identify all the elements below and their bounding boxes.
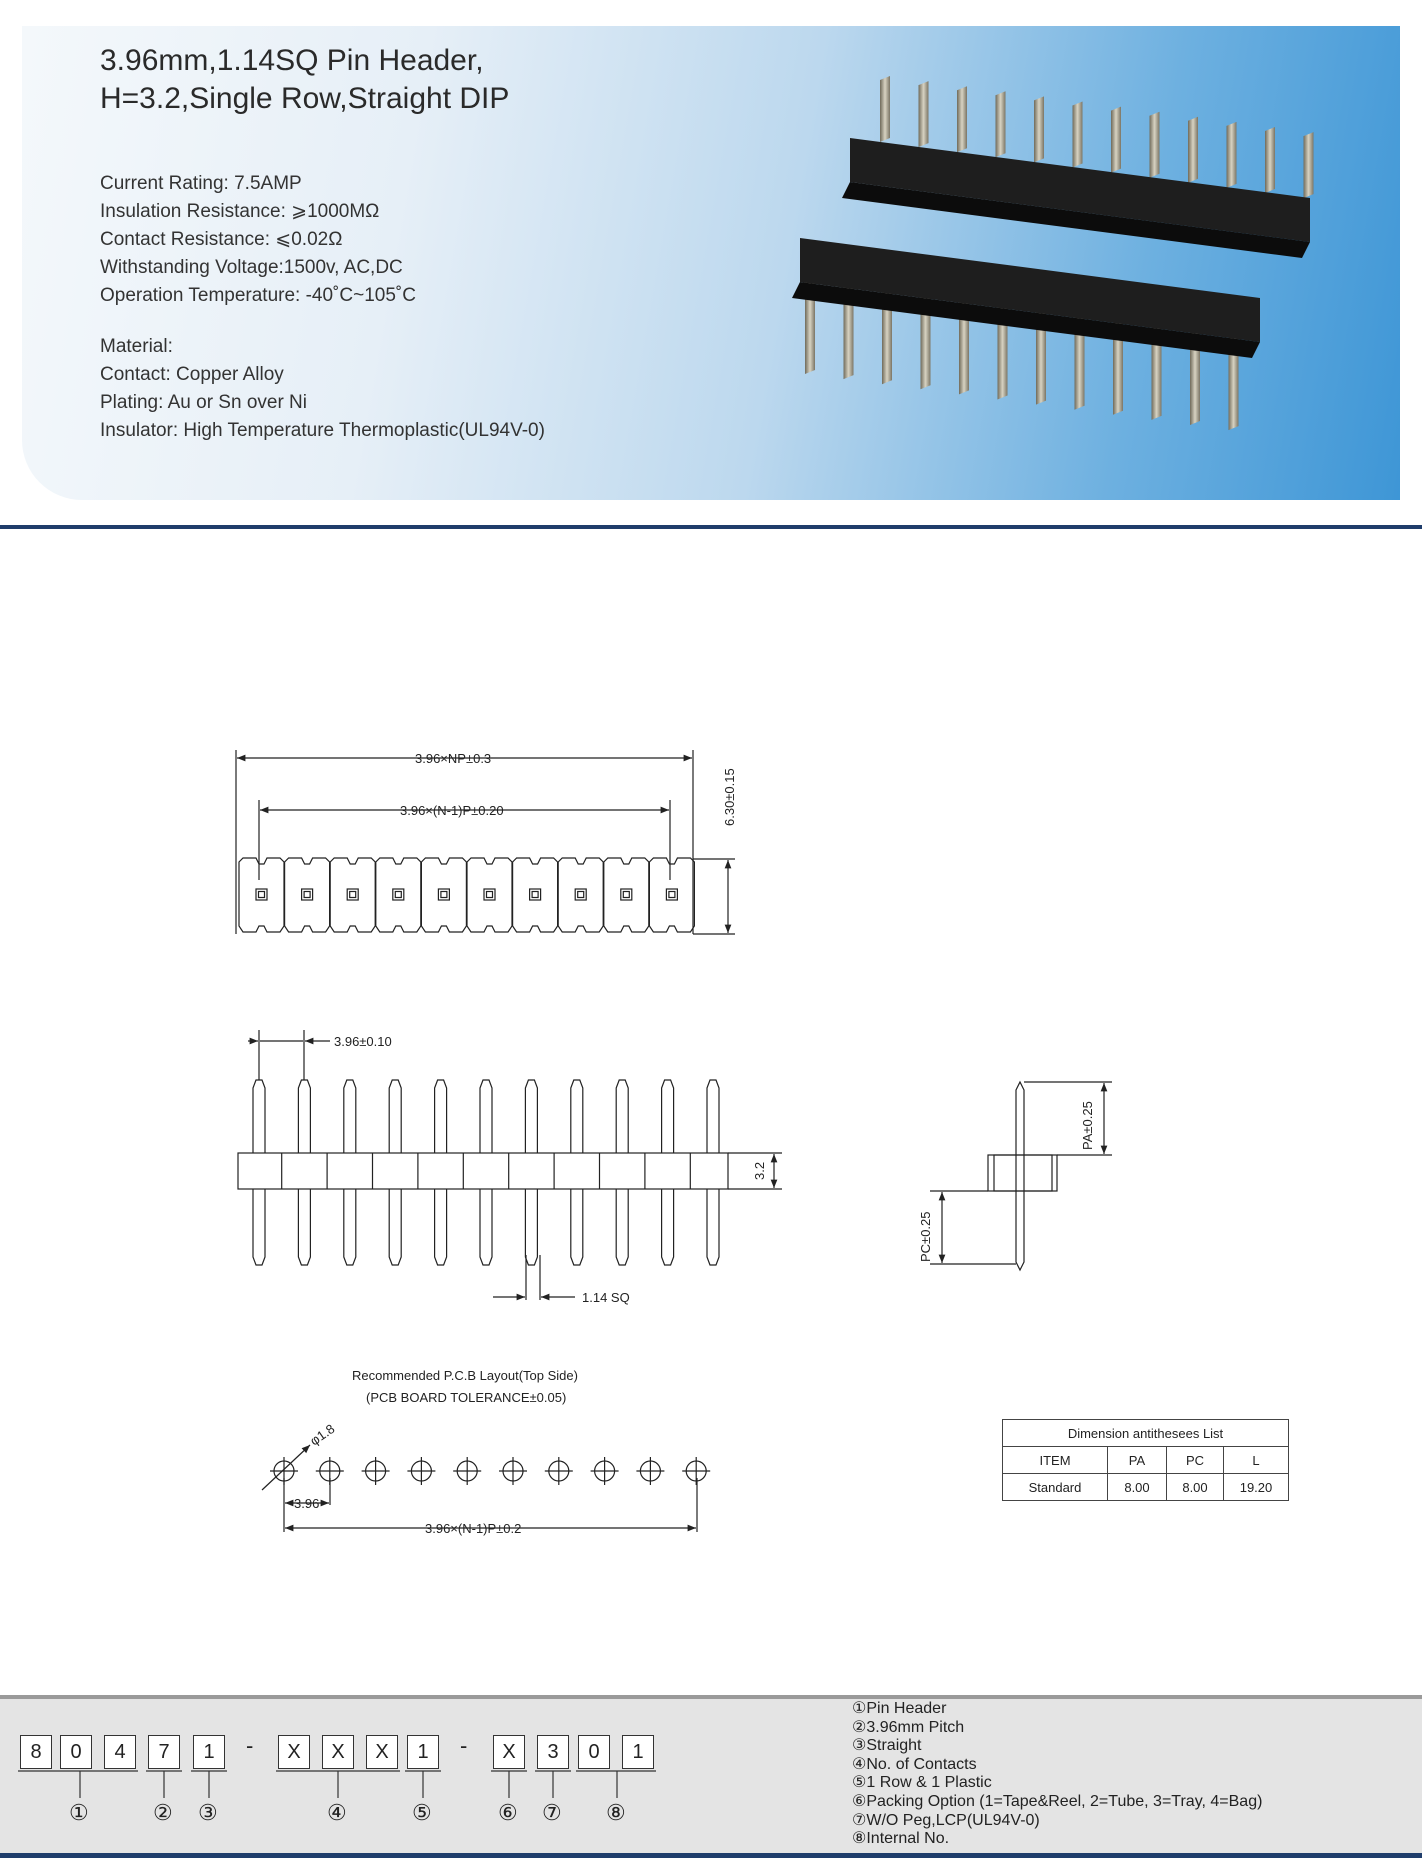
code-digit-5: 1 [193, 1735, 225, 1769]
top-view-cell [239, 858, 284, 932]
dim-top-height: 6.30±0.15 [722, 768, 737, 826]
dim-body-height: 3.2 [752, 1161, 767, 1180]
code-bracket-lines [0, 1768, 700, 1808]
code-digit-8: X [366, 1735, 398, 1769]
table-cell-item: Standard [1003, 1474, 1108, 1501]
top-view-cell [376, 858, 421, 932]
code-digit-13: 1 [622, 1735, 654, 1769]
top-view-cell [330, 858, 375, 932]
legend-item-4: ④No. of Contacts [852, 1755, 977, 1773]
code-marker-7: ⑦ [542, 1800, 562, 1825]
table-cell-pc: 8.00 [1167, 1474, 1224, 1501]
legend-item-6: ⑥Packing Option (1=Tape&Reel, 2=Tube, 3=Tray, 4=Bag) [852, 1792, 1263, 1810]
title-line-2: H=3.2,Single Row,Straight DIP [100, 82, 510, 115]
legend-item-1: ①Pin Header [852, 1700, 947, 1717]
top-view-cell [513, 858, 558, 932]
top-view-cell [604, 858, 649, 932]
code-digit-9: 1 [407, 1735, 439, 1769]
top-view-cell [285, 858, 330, 932]
dim-pc: PC±0.25 [918, 1211, 933, 1262]
code-marker-5: ⑤ [412, 1800, 432, 1825]
front-view-pin [616, 1080, 645, 1265]
code-digit-7: X [322, 1735, 354, 1769]
material-contact: Contact: Copper Alloy [100, 364, 284, 385]
table-header-pa: PA [1108, 1447, 1167, 1474]
code-digit-11: 3 [537, 1735, 569, 1769]
front-view-pin [344, 1080, 373, 1265]
dim-pa: PA±0.25 [1080, 1101, 1095, 1150]
front-view-pin [253, 1080, 282, 1265]
dim-pitch-span: 3.96×(N-1)P±0.20 [400, 803, 504, 818]
material-heading: Material: [100, 336, 173, 357]
top-view-cell [649, 858, 694, 932]
table-header-l: L [1224, 1447, 1289, 1474]
pcb-hole [453, 1457, 481, 1485]
code-marker-4: ④ [327, 1800, 347, 1825]
table-cell-pa: 8.00 [1108, 1474, 1167, 1501]
pcb-hole [545, 1457, 573, 1485]
pcb-pitch: 3.96 [294, 1496, 320, 1511]
code-digit-2: 0 [60, 1735, 92, 1769]
pcb-hole [362, 1457, 390, 1485]
code-marker-8: ⑧ [606, 1800, 626, 1825]
front-view-pin [298, 1080, 327, 1265]
legend-item-7: ⑦W/O Peg,LCP(UL94V-0) [852, 1811, 1040, 1829]
dim-overall-length: 3.96×NP±0.3 [415, 751, 492, 766]
front-view [238, 1030, 782, 1300]
legend-item-3: ③Straight [852, 1737, 922, 1755]
code-digit-6: X [278, 1735, 310, 1769]
pcb-hole [682, 1457, 710, 1485]
dimension-table-title: Dimension antithesees List [1003, 1420, 1289, 1447]
pcb-span: 3.96×(N-1)P±0.2 [425, 1521, 522, 1536]
front-view-pin [571, 1080, 600, 1265]
code-dash-1: - [246, 1733, 254, 1758]
spec-contact-resistance: Contact Resistance: ⩽0.02Ω [100, 229, 343, 250]
front-view-pin [525, 1080, 554, 1265]
front-view-pin [707, 1080, 719, 1265]
code-digit-4: 7 [148, 1735, 180, 1769]
pcb-hole-diameter: φ1.8 [307, 1420, 338, 1449]
front-view-pin [435, 1080, 464, 1265]
footer-top-rule [0, 1695, 1422, 1699]
front-view-pin [662, 1080, 691, 1265]
code-marker-1: ① [69, 1800, 89, 1825]
footer-bottom-rule [0, 1853, 1422, 1858]
legend-item-2: ②3.96mm Pitch [852, 1718, 965, 1736]
pcb-tolerance-note: (PCB BOARD TOLERANCE±0.05) [366, 1390, 567, 1405]
front-view-pin [389, 1080, 418, 1265]
part-number-legend [852, 1700, 1262, 1849]
spec-operation-temperature: Operation Temperature: -40˚C~105˚C [100, 285, 416, 306]
spec-current-rating: Current Rating: 7.5AMP [100, 173, 302, 194]
code-digit-10: X [493, 1735, 525, 1769]
dimension-table [1002, 1419, 1289, 1501]
code-marker-6: ⑥ [498, 1800, 518, 1825]
pcb-hole [499, 1457, 527, 1485]
code-marker-3: ③ [198, 1800, 218, 1825]
top-view-cell [467, 858, 512, 932]
pcb-hole [636, 1457, 664, 1485]
dim-front-pitch: 3.96±0.10 [334, 1034, 392, 1049]
title-line-1: 3.96mm,1.14SQ Pin Header, [100, 44, 484, 77]
top-view [236, 750, 735, 934]
legend-item-8: ⑧Internal No. [852, 1830, 950, 1848]
front-view-pin [480, 1080, 509, 1265]
table-cell-l: 19.20 [1224, 1474, 1289, 1501]
spec-insulation-resistance: Insulation Resistance: ⩾1000MΩ [100, 201, 380, 222]
code-digit-1: 8 [20, 1735, 52, 1769]
code-dash-2: - [460, 1733, 468, 1758]
code-digit-12: 0 [578, 1735, 610, 1769]
dim-pin-size: 1.14 SQ [582, 1290, 630, 1305]
spec-withstanding-voltage: Withstanding Voltage:1500v, AC,DC [100, 257, 403, 278]
table-header-item: ITEM [1003, 1447, 1108, 1474]
legend-item-5: ⑤1 Row & 1 Plastic [852, 1774, 992, 1792]
code-marker-2: ② [153, 1800, 173, 1825]
pcb-layout [262, 1445, 710, 1532]
pcb-hole [591, 1457, 619, 1485]
top-view-cell [558, 858, 603, 932]
top-view-cell [421, 858, 466, 932]
table-header-pc: PC [1167, 1447, 1224, 1474]
material-plating: Plating: Au or Sn over Ni [100, 392, 307, 413]
pcb-layout-title: Recommended P.C.B Layout(Top Side) [352, 1368, 578, 1383]
pcb-hole [407, 1457, 435, 1485]
code-digit-3: 4 [104, 1735, 136, 1769]
material-insulator: Insulator: High Temperature Thermoplastic(UL94V-0) [100, 420, 545, 441]
